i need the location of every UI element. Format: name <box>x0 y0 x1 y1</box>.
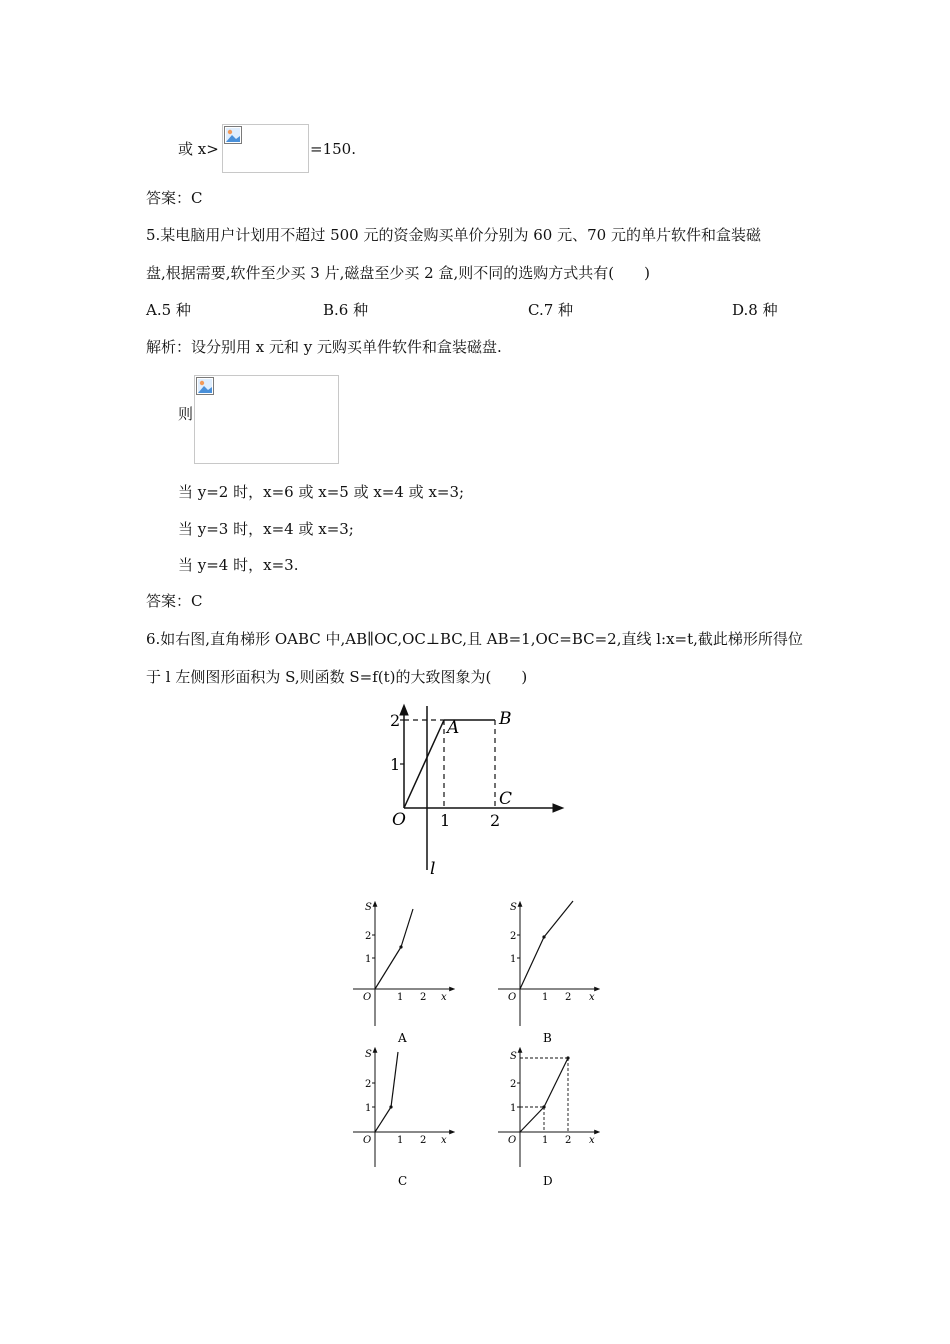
q5-option-d: D.8 种 <box>732 301 778 319</box>
q6-stem-line1: 6.如右图,直角梯形 OABC 中,AB∥OC,OC⊥BC,且 AB=1,OC=BC=2,直线 l:x=t,截此梯形所得位 <box>146 630 803 648</box>
axis-label-s: S <box>510 1051 517 1062</box>
side-oa <box>404 720 444 808</box>
x-tick-1: 1 <box>440 811 451 830</box>
q4-answer <box>146 188 203 208</box>
tick-label: 2 <box>565 992 572 1003</box>
tick-label: 2 <box>365 1079 372 1090</box>
tick-label: 2 <box>510 1079 517 1090</box>
y-tick-1: 1 <box>390 755 401 774</box>
tick-label: 1 <box>542 992 549 1003</box>
origin-label: O <box>508 1135 517 1146</box>
tick-label: 1 <box>365 954 372 965</box>
curve-segment <box>401 909 413 947</box>
q5-option-a: A.5 种 <box>146 301 191 319</box>
option-graph-c <box>350 1045 465 1190</box>
graph-letter-b: B <box>543 1031 552 1045</box>
q5-case-y3: 当 y=3 时，x=4 或 x=3; <box>178 520 354 538</box>
curve-segment <box>375 1107 391 1132</box>
tick-label: 1 <box>542 1135 549 1146</box>
tick-label: 2 <box>510 931 517 942</box>
origin-label: O <box>363 992 372 1003</box>
curve-segment <box>391 1052 398 1107</box>
option-graph-b <box>495 898 610 1050</box>
q5-stem-line1: 5.某电脑用户计划用不超过 500 元的资金购买单价分别为 60 元、70 元的单片软件和盒装磁 <box>146 226 761 244</box>
origin-label: O <box>508 992 517 1003</box>
q5-option-b: B.6 种 <box>323 301 369 319</box>
axis-label-x: x <box>441 1135 447 1146</box>
q5-answer <box>146 591 203 611</box>
q5-case-y2: 当 y=2 时，x=6 或 x=5 或 x=4 或 x=3; <box>178 483 465 501</box>
y-tick-2: 2 <box>390 711 401 730</box>
answer-label: 答案： <box>146 189 192 207</box>
axis-label-x: x <box>589 1135 595 1146</box>
q5-analysis: 解析：设分别用 x 元和 y 元购买单件软件和盒装磁盘. <box>146 338 502 356</box>
tick-label: 1 <box>365 1103 372 1114</box>
curve-segment <box>544 901 573 937</box>
x-tick-2: 2 <box>490 811 501 830</box>
tick-label: 2 <box>420 1135 427 1146</box>
axis-label-x: x <box>589 992 595 1003</box>
q4-formula-prefix: 或 x> <box>178 140 219 158</box>
tick-label: 1 <box>397 1135 404 1146</box>
answer-value: C <box>191 592 203 610</box>
option-graph-a <box>350 898 465 1050</box>
curve-segment <box>520 1107 544 1132</box>
tick-label: 2 <box>365 931 372 942</box>
label-o: O <box>392 810 406 830</box>
q5-option-c: C.7 种 <box>528 301 574 319</box>
tick-label: 1 <box>510 954 517 965</box>
option-graph-d <box>495 1045 610 1190</box>
axis-label-s: S <box>365 902 372 913</box>
label-c: C <box>499 789 513 809</box>
axis-label-s: S <box>510 902 517 913</box>
graph-letter-d: D <box>543 1174 553 1188</box>
broken-image-icon <box>196 377 214 395</box>
tick-label: 2 <box>565 1135 572 1146</box>
label-l: l <box>430 859 436 879</box>
answer-value: C <box>191 189 203 207</box>
graph-letter-c: C <box>398 1174 408 1188</box>
q6-stem-line2: 于 l 左侧图形面积为 S,则函数 S=f(t)的大致图象为( ) <box>146 668 528 686</box>
q5-case-y4: 当 y=4 时，x=3. <box>178 556 299 574</box>
origin-label: O <box>363 1135 372 1146</box>
answer-label: 答案： <box>146 592 192 610</box>
tick-label: 1 <box>510 1103 517 1114</box>
q4-formula-suffix: =150. <box>310 140 356 158</box>
broken-image-placeholder <box>194 375 339 464</box>
curve-segment <box>375 947 401 989</box>
q5-then-label: 则 <box>178 405 194 423</box>
curve-segment <box>544 1058 568 1107</box>
axis-label-s: S <box>365 1049 372 1060</box>
tick-label: 1 <box>397 992 404 1003</box>
graph-letter-a: A <box>398 1031 407 1045</box>
broken-image-icon <box>224 126 242 144</box>
q5-stem-line2: 盘,根据需要,软件至少买 3 片,磁盘至少买 2 盒,则不同的选购方式共有( ) <box>146 264 650 282</box>
tick-label: 2 <box>420 992 427 1003</box>
q4-formula-line <box>178 139 219 159</box>
axis-label-x: x <box>441 992 447 1003</box>
trapezoid-figure <box>380 700 580 880</box>
curve-segment <box>520 937 544 989</box>
label-a: A <box>447 718 460 738</box>
label-b: B <box>499 709 512 729</box>
broken-image-placeholder <box>222 124 309 173</box>
